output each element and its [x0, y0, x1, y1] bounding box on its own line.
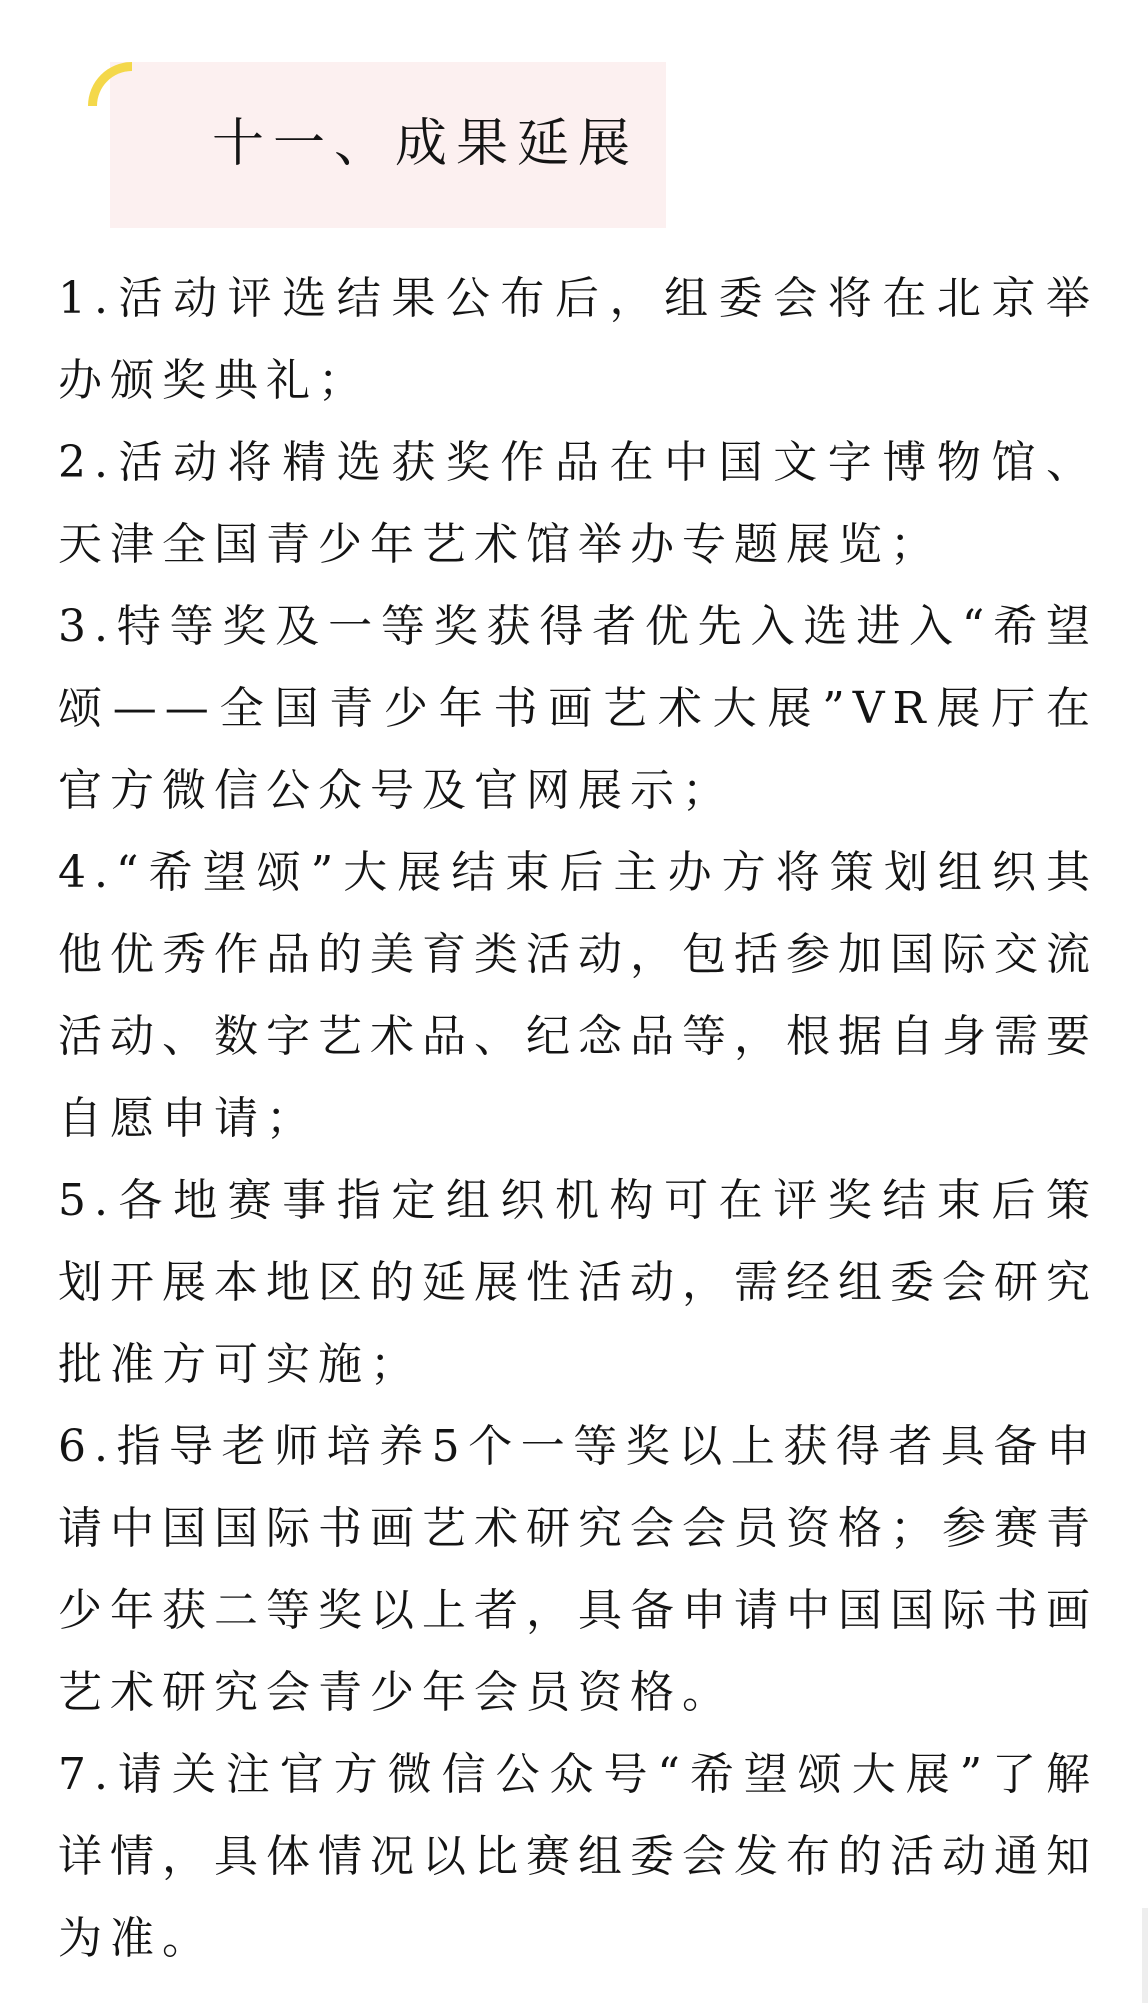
list-item: 3.特等奖及一等奖获得者优先入选进入“希望颂——全国青少年书画艺术大展”VR展厅在官方微信公众号及官网展示； [58, 601, 1098, 816]
results-extension-list [58, 258, 1098, 1980]
list-item: 5.各地赛事指定组织机构可在评奖结束后策划开展本地区的延展性活动，需经组委会研究批准方可实施； [58, 1175, 1098, 1390]
list-item: 1.活动评选结果公布后，组委会将在北京举办颁奖典礼； [58, 273, 1098, 406]
scroll-edge-mark [1142, 1908, 1148, 2003]
list-item: 4.“希望颂”大展结束后主办方将策划组织其他优秀作品的美育类活动，包括参加国际交流活动、数字艺术品、纪念品等，根据自身需要自愿申请； [58, 847, 1098, 1144]
title-corner-accent [88, 62, 132, 106]
list-item: 2.活动将精选获奖作品在中国文字博物馆、天津全国青少年艺术馆举办专题展览； [58, 437, 1098, 570]
list-item: 7.请关注官方微信公众号“希望颂大展”了解详情，具体情况以比赛组委会发布的活动通知为准。 [58, 1749, 1098, 1964]
list-item: 6.指导老师培养5个一等奖以上获得者具备申请中国国际书画艺术研究会会员资格；参赛青少年获二等奖以上者，具备申请中国国际书画艺术研究会青少年会员资格。 [58, 1421, 1098, 1718]
section-title: 十一、成果延展 [212, 114, 640, 174]
